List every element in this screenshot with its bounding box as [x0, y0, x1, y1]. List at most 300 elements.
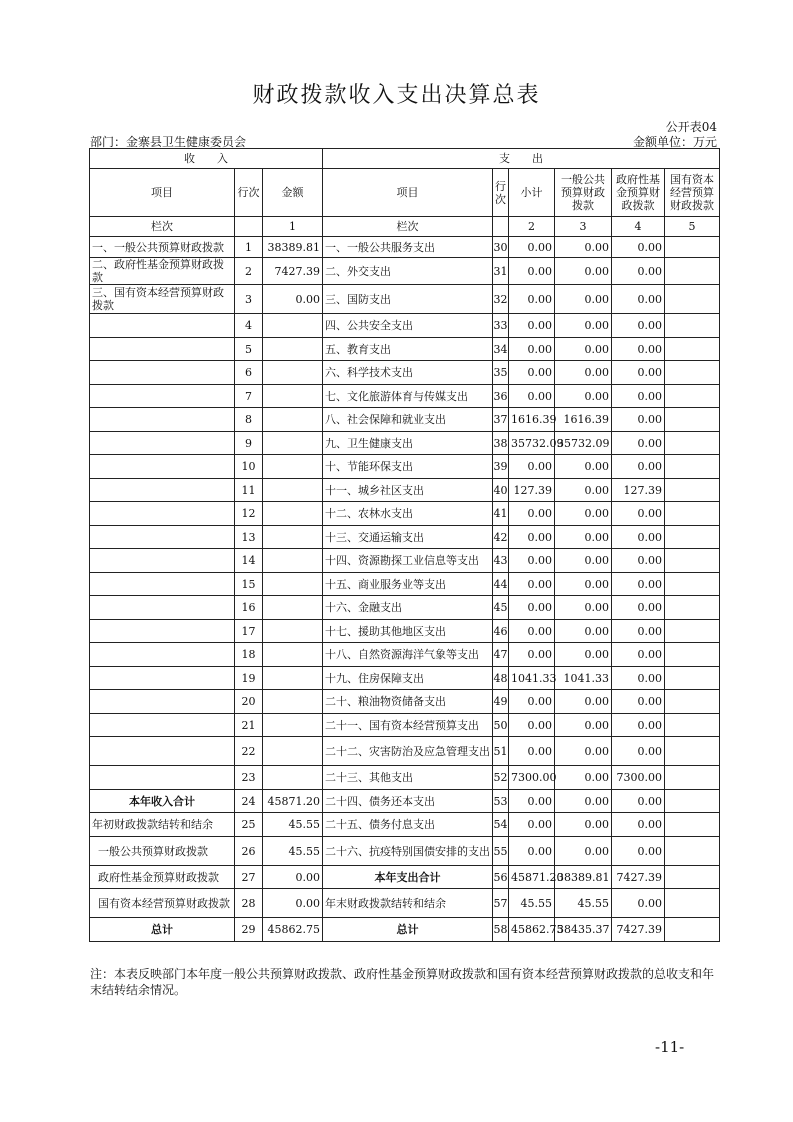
table-row — [90, 338, 720, 361]
expense-item: 八、社会保障和就业支出 — [323, 408, 493, 432]
state-capital-value — [665, 479, 720, 502]
table-row — [90, 889, 720, 918]
state-capital-value — [665, 549, 720, 573]
state-capital-value — [665, 258, 720, 285]
subtotal-value: 0.00 — [509, 737, 555, 766]
state-capital-value — [665, 790, 720, 813]
column-label: 栏次 — [323, 217, 493, 237]
expense-item: 二十三、其他支出 — [323, 766, 493, 790]
income-item — [90, 737, 235, 766]
expense-item: 十二、农林水支出 — [323, 502, 493, 526]
subtotal-value: 0.00 — [509, 285, 555, 314]
general-budget-value: 0.00 — [555, 338, 612, 361]
general-budget-value: 0.00 — [555, 837, 612, 866]
table-row — [90, 455, 720, 479]
gov-fund-value: 0.00 — [612, 889, 665, 918]
table-row — [90, 596, 720, 620]
income-row-no: 13 — [235, 526, 263, 549]
subtotal-value: 0.00 — [509, 258, 555, 285]
subtotal-value: 0.00 — [509, 573, 555, 596]
general-budget-value: 0.00 — [555, 526, 612, 549]
gov-fund-value: 0.00 — [612, 285, 665, 314]
table-row — [90, 790, 720, 813]
gov-fund-value: 0.00 — [612, 502, 665, 526]
gov-fund-value: 0.00 — [612, 408, 665, 432]
subtotal-value: 0.00 — [509, 314, 555, 338]
expense-row-no: 46 — [493, 620, 509, 643]
subtotal-header: 小计 — [509, 169, 555, 217]
income-row-no: 3 — [235, 285, 263, 314]
income-row-no: 14 — [235, 549, 263, 573]
income-row-no: 12 — [235, 502, 263, 526]
expense-row-no: 39 — [493, 455, 509, 479]
expense-row-no: 35 — [493, 361, 509, 385]
table-row — [90, 573, 720, 596]
expense-row-no: 44 — [493, 573, 509, 596]
expense-item: 一、一般公共服务支出 — [323, 237, 493, 258]
general-budget-value: 1616.39 — [555, 408, 612, 432]
income-amount — [263, 455, 323, 479]
gov-fund-value: 0.00 — [612, 837, 665, 866]
income-header: 收 入 — [90, 149, 323, 169]
general-budget-value: 0.00 — [555, 790, 612, 813]
general-budget-value: 38389.81 — [555, 866, 612, 889]
income-amount — [263, 432, 323, 455]
expense-row-no: 31 — [493, 258, 509, 285]
income-row-no: 17 — [235, 620, 263, 643]
gov-fund-value: 0.00 — [612, 620, 665, 643]
income-row-no: 22 — [235, 737, 263, 766]
subtotal-value: 0.00 — [509, 790, 555, 813]
table-row — [90, 620, 720, 643]
state-capital-value — [665, 408, 720, 432]
income-row-no: 2 — [235, 258, 263, 285]
income-amount: 45871.20 — [263, 790, 323, 813]
state-capital-value — [665, 714, 720, 737]
gov-fund-value: 0.00 — [612, 432, 665, 455]
expense-row-no: 54 — [493, 813, 509, 837]
general-budget-value: 0.00 — [555, 573, 612, 596]
income-row-no: 4 — [235, 314, 263, 338]
expense-item: 十六、金融支出 — [323, 596, 493, 620]
expense-item: 四、公共安全支出 — [323, 314, 493, 338]
expense-row-no: 43 — [493, 549, 509, 573]
subtotal-value: 0.00 — [509, 690, 555, 714]
income-item: 本年收入合计 — [90, 790, 235, 813]
subtotal-value: 45871.20 — [509, 866, 555, 889]
income-amount — [263, 526, 323, 549]
income-row-no: 1 — [235, 237, 263, 258]
income-amount — [263, 479, 323, 502]
expense-row-no: 50 — [493, 714, 509, 737]
expense-item: 十八、自然资源海洋气象等支出 — [323, 643, 493, 667]
income-amount — [263, 385, 323, 408]
general-budget-value: 0.00 — [555, 385, 612, 408]
table-row — [90, 432, 720, 455]
expense-row-no: 56 — [493, 866, 509, 889]
table-row — [90, 526, 720, 549]
income-amount: 38389.81 — [263, 237, 323, 258]
subtotal-value: 0.00 — [509, 361, 555, 385]
gov-fund-header: 政府性基金预算财政拨款 — [612, 169, 665, 217]
subtotal-value: 0.00 — [509, 338, 555, 361]
department-label: 部门：金寨县卫生健康委员会 — [90, 135, 247, 149]
expense-item: 本年支出合计 — [323, 866, 493, 889]
income-row-no: 21 — [235, 714, 263, 737]
subtotal-value: 0.00 — [509, 620, 555, 643]
table-row — [90, 237, 720, 258]
gov-fund-value: 0.00 — [612, 526, 665, 549]
state-capital-value — [665, 455, 720, 479]
expense-row-no: 38 — [493, 432, 509, 455]
budget-table — [89, 148, 720, 942]
table-row — [90, 714, 720, 737]
expense-row-no: 58 — [493, 918, 509, 942]
state-capital-value — [665, 889, 720, 918]
income-item — [90, 596, 235, 620]
gov-fund-value: 0.00 — [612, 790, 665, 813]
general-budget-value: 0.00 — [555, 502, 612, 526]
table-row — [90, 837, 720, 866]
state-capital-value — [665, 338, 720, 361]
income-item — [90, 502, 235, 526]
table-row — [90, 766, 720, 790]
income-amount — [263, 361, 323, 385]
income-item — [90, 432, 235, 455]
subtotal-value: 45.55 — [509, 889, 555, 918]
income-row-no: 7 — [235, 385, 263, 408]
subtotal-value: 7300.00 — [509, 766, 555, 790]
form-number: 公开表04 — [665, 120, 717, 134]
income-amount — [263, 667, 323, 690]
subtotal-value: 0.00 — [509, 237, 555, 258]
income-item: 年初财政拨款结转和结余 — [90, 813, 235, 837]
state-capital-value — [665, 643, 720, 667]
expense-header: 支 出 — [323, 149, 720, 169]
income-amount: 7427.39 — [263, 258, 323, 285]
expense-row-no: 30 — [493, 237, 509, 258]
column-label: 栏次 — [90, 217, 235, 237]
general-budget-value: 0.00 — [555, 643, 612, 667]
income-amount — [263, 766, 323, 790]
gov-fund-value: 0.00 — [612, 455, 665, 479]
general-budget-value: 0.00 — [555, 361, 612, 385]
income-amount — [263, 314, 323, 338]
expense-row-no: 41 — [493, 502, 509, 526]
column-number: 5 — [665, 217, 720, 237]
income-row-no: 15 — [235, 573, 263, 596]
income-item — [90, 573, 235, 596]
state-capital-value — [665, 766, 720, 790]
state-capital-header: 国有资本经营预算财政拨款 — [665, 169, 720, 217]
general-budget-value: 1041.33 — [555, 667, 612, 690]
income-row-no: 20 — [235, 690, 263, 714]
table-row — [90, 258, 720, 285]
subtotal-value: 0.00 — [509, 455, 555, 479]
income-row-no: 9 — [235, 432, 263, 455]
gov-fund-value: 7427.39 — [612, 918, 665, 942]
expense-item: 十三、交通运输支出 — [323, 526, 493, 549]
income-amount — [263, 714, 323, 737]
state-capital-value — [665, 866, 720, 889]
income-item: 政府性基金预算财政拨款 — [90, 866, 235, 889]
expense-row-no: 49 — [493, 690, 509, 714]
income-amount: 0.00 — [263, 889, 323, 918]
income-item — [90, 408, 235, 432]
expense-item: 二十四、债务还本支出 — [323, 790, 493, 813]
income-amount: 45.55 — [263, 837, 323, 866]
income-item — [90, 479, 235, 502]
state-capital-value — [665, 237, 720, 258]
income-item — [90, 455, 235, 479]
income-row-no: 18 — [235, 643, 263, 667]
subtotal-value: 0.00 — [509, 385, 555, 408]
gov-fund-value: 0.00 — [612, 596, 665, 620]
state-capital-value — [665, 432, 720, 455]
income-row-no: 26 — [235, 837, 263, 866]
subtotal-value: 1616.39 — [509, 408, 555, 432]
subtotal-value: 0.00 — [509, 596, 555, 620]
subtotal-value: 0.00 — [509, 813, 555, 837]
expense-row-no: 42 — [493, 526, 509, 549]
income-amount — [263, 620, 323, 643]
income-item: 三、国有资本经营预算财政拨款 — [90, 285, 235, 314]
income-row-no: 10 — [235, 455, 263, 479]
income-item — [90, 526, 235, 549]
income-amount — [263, 408, 323, 432]
subtotal-value: 0.00 — [509, 837, 555, 866]
income-row-no: 25 — [235, 813, 263, 837]
expense-item: 十七、援助其他地区支出 — [323, 620, 493, 643]
expense-row-no: 52 — [493, 766, 509, 790]
gov-fund-value: 0.00 — [612, 237, 665, 258]
expense-item: 五、教育支出 — [323, 338, 493, 361]
table-row — [90, 737, 720, 766]
income-row-no: 8 — [235, 408, 263, 432]
income-row-no: 28 — [235, 889, 263, 918]
expense-row-no: 32 — [493, 285, 509, 314]
general-budget-value: 0.00 — [555, 479, 612, 502]
expense-row-no: 37 — [493, 408, 509, 432]
income-row-no: 5 — [235, 338, 263, 361]
state-capital-value — [665, 837, 720, 866]
expense-item: 十、节能环保支出 — [323, 455, 493, 479]
expense-item: 十一、城乡社区支出 — [323, 479, 493, 502]
table-row — [90, 479, 720, 502]
subtotal-value: 0.00 — [509, 643, 555, 667]
expense-item: 二十五、债务付息支出 — [323, 813, 493, 837]
income-amount — [263, 690, 323, 714]
state-capital-value — [665, 690, 720, 714]
general-budget-value: 0.00 — [555, 737, 612, 766]
income-item — [90, 314, 235, 338]
gov-fund-value: 7300.00 — [612, 766, 665, 790]
expense-item: 九、卫生健康支出 — [323, 432, 493, 455]
gov-fund-value: 0.00 — [612, 549, 665, 573]
gov-fund-value: 0.00 — [612, 573, 665, 596]
general-budget-value: 35732.09 — [555, 432, 612, 455]
income-item — [90, 714, 235, 737]
income-item: 一般公共预算财政拨款 — [90, 837, 235, 866]
expense-item: 十四、资源勘探工业信息等支出 — [323, 549, 493, 573]
expense-item: 总计 — [323, 918, 493, 942]
gov-fund-value: 0.00 — [612, 737, 665, 766]
income-amount — [263, 737, 323, 766]
gov-fund-value: 0.00 — [612, 813, 665, 837]
expense-item: 年末财政拨款结转和结余 — [323, 889, 493, 918]
income-amount: 45.55 — [263, 813, 323, 837]
state-capital-value — [665, 918, 720, 942]
gov-fund-value: 0.00 — [612, 314, 665, 338]
subtotal-value: 127.39 — [509, 479, 555, 502]
income-row-no: 29 — [235, 918, 263, 942]
income-row-no: 27 — [235, 866, 263, 889]
table-row — [90, 314, 720, 338]
income-row-no: 16 — [235, 596, 263, 620]
income-item: 一、一般公共预算财政拨款 — [90, 237, 235, 258]
gov-fund-value: 0.00 — [612, 667, 665, 690]
subtotal-value: 1041.33 — [509, 667, 555, 690]
income-item — [90, 667, 235, 690]
income-item — [90, 385, 235, 408]
empty-cell — [493, 217, 509, 237]
general-budget-value: 0.00 — [555, 455, 612, 479]
state-capital-value — [665, 813, 720, 837]
subtotal-value: 0.00 — [509, 714, 555, 737]
subtotal-value: 0.00 — [509, 549, 555, 573]
general-budget-value: 0.00 — [555, 237, 612, 258]
gov-fund-value: 0.00 — [612, 690, 665, 714]
unit-label: 金额单位：万元 — [632, 135, 717, 149]
gov-fund-value: 127.39 — [612, 479, 665, 502]
general-budget-value: 0.00 — [555, 813, 612, 837]
gov-fund-value: 0.00 — [612, 338, 665, 361]
income-item — [90, 361, 235, 385]
state-capital-value — [665, 620, 720, 643]
state-capital-value — [665, 502, 720, 526]
state-capital-value — [665, 285, 720, 314]
subtotal-value: 45862.75 — [509, 918, 555, 942]
general-budget-value: 0.00 — [555, 314, 612, 338]
column-number: 1 — [263, 217, 323, 237]
general-budget-value: 0.00 — [555, 285, 612, 314]
income-amount — [263, 338, 323, 361]
income-amount — [263, 573, 323, 596]
expense-row-no: 33 — [493, 314, 509, 338]
general-budget-value: 0.00 — [555, 258, 612, 285]
gov-fund-value: 0.00 — [612, 258, 665, 285]
general-budget-value: 0.00 — [555, 690, 612, 714]
income-amount — [263, 643, 323, 667]
expense-item-header: 项目 — [323, 169, 493, 217]
income-amount — [263, 596, 323, 620]
income-row-no: 11 — [235, 479, 263, 502]
page-number: -11- — [655, 1038, 685, 1056]
expense-item: 二十一、国有资本经营预算支出 — [323, 714, 493, 737]
expense-row-no: 36 — [493, 385, 509, 408]
table-row — [90, 866, 720, 889]
table-row — [90, 643, 720, 667]
expense-row-no: 45 — [493, 596, 509, 620]
table-row — [90, 549, 720, 573]
column-number: 4 — [612, 217, 665, 237]
empty-cell — [235, 217, 263, 237]
subtotal-value: 0.00 — [509, 526, 555, 549]
state-capital-value — [665, 314, 720, 338]
income-item-header: 项目 — [90, 169, 235, 217]
income-row-no: 23 — [235, 766, 263, 790]
gov-fund-value: 7427.39 — [612, 866, 665, 889]
expense-row-no: 47 — [493, 643, 509, 667]
state-capital-value — [665, 573, 720, 596]
general-budget-value: 0.00 — [555, 766, 612, 790]
general-budget-value: 0.00 — [555, 549, 612, 573]
state-capital-value — [665, 526, 720, 549]
table-row — [90, 285, 720, 314]
income-amount-header: 金额 — [263, 169, 323, 217]
general-budget-value: 45.55 — [555, 889, 612, 918]
income-row-no-header: 行次 — [235, 169, 263, 217]
income-item — [90, 620, 235, 643]
income-amount — [263, 502, 323, 526]
table-row — [90, 408, 720, 432]
expense-item: 十五、商业服务业等支出 — [323, 573, 493, 596]
income-amount: 45862.75 — [263, 918, 323, 942]
income-item — [90, 766, 235, 790]
table-row — [90, 667, 720, 690]
expense-item: 二十二、灾害防治及应急管理支出 — [323, 737, 493, 766]
state-capital-value — [665, 385, 720, 408]
state-capital-value — [665, 737, 720, 766]
general-budget-value: 38435.37 — [555, 918, 612, 942]
expense-item: 七、文化旅游体育与传媒支出 — [323, 385, 493, 408]
gov-fund-value: 0.00 — [612, 643, 665, 667]
income-amount: 0.00 — [263, 285, 323, 314]
expense-row-no-header: 行次 — [493, 169, 509, 217]
income-item — [90, 338, 235, 361]
expense-row-no: 48 — [493, 667, 509, 690]
expense-row-no: 51 — [493, 737, 509, 766]
general-budget-value: 0.00 — [555, 596, 612, 620]
income-item — [90, 690, 235, 714]
table-row — [90, 502, 720, 526]
general-budget-value: 0.00 — [555, 714, 612, 737]
expense-item: 二、外交支出 — [323, 258, 493, 285]
income-amount: 0.00 — [263, 866, 323, 889]
expense-item: 十九、住房保障支出 — [323, 667, 493, 690]
general-budget-value: 0.00 — [555, 620, 612, 643]
expense-item: 三、国防支出 — [323, 285, 493, 314]
gov-fund-value: 0.00 — [612, 361, 665, 385]
expense-item: 六、科学技术支出 — [323, 361, 493, 385]
income-item: 国有资本经营预算财政拨款 — [90, 889, 235, 918]
table-row — [90, 385, 720, 408]
income-amount — [263, 549, 323, 573]
table-row — [90, 918, 720, 942]
subtotal-value: 35732.09 — [509, 432, 555, 455]
table-row — [90, 690, 720, 714]
expense-item: 二十六、抗疫特别国债安排的支出 — [323, 837, 493, 866]
income-item — [90, 549, 235, 573]
expense-row-no: 57 — [493, 889, 509, 918]
expense-row-no: 40 — [493, 479, 509, 502]
table-row — [90, 813, 720, 837]
table-row — [90, 361, 720, 385]
subtotal-value: 0.00 — [509, 502, 555, 526]
state-capital-value — [665, 361, 720, 385]
column-number: 3 — [555, 217, 612, 237]
expense-row-no: 55 — [493, 837, 509, 866]
